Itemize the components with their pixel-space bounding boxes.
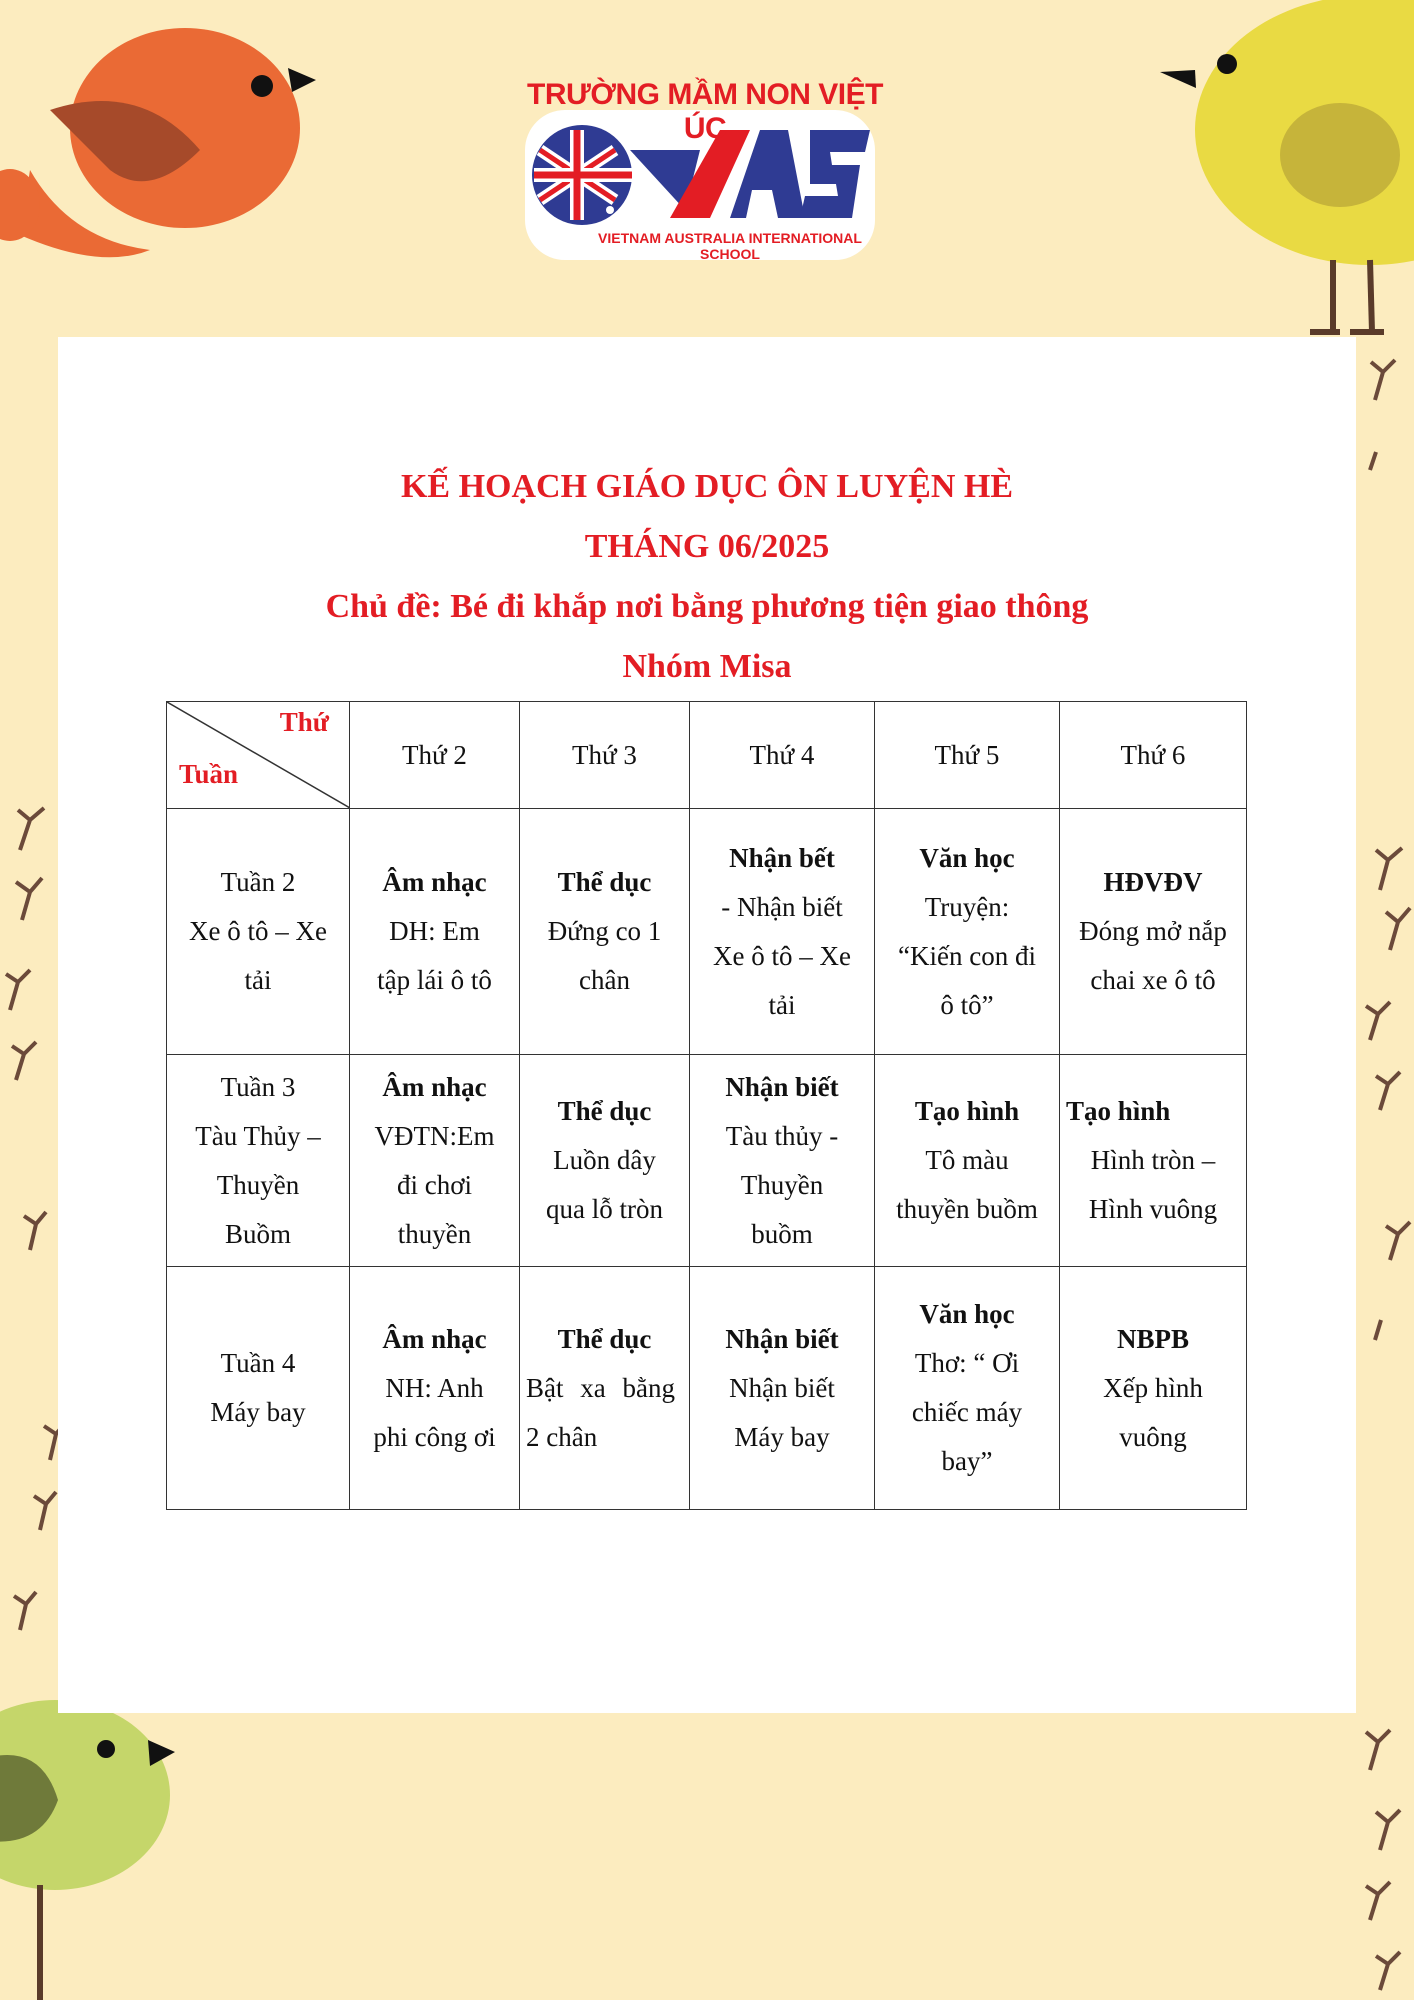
week-topic-line: Tàu Thủy – [195,1120,321,1151]
activity-line: Bật xa bằng [526,1372,675,1403]
activity-line: Thuyền [740,1169,824,1200]
week-topic-line: Xe ô tô – Xe [189,916,327,946]
week-topic-line: Máy bay [210,1397,306,1427]
activity-line: chân [579,965,630,995]
activity-cell [520,809,690,1055]
activity-line: buồm [751,1218,813,1249]
activity-cell [350,809,520,1055]
title-block [58,457,1356,697]
activity-line: chai xe ô tô [1090,965,1216,995]
activity-line: Đóng mở nắp [1079,916,1227,946]
green-bird-icon [0,1700,175,2000]
subject-label: Nhận biết [725,1071,839,1102]
activity-line: qua lỗ tròn [546,1194,663,1224]
activity-line: Máy bay [734,1421,830,1452]
subject-label: Âm nhạc [382,867,487,897]
school-logo [520,70,890,270]
subject-label: HĐVĐV [1103,867,1203,897]
day-header-2: Thứ 2 [350,702,520,809]
corner-cell [167,702,350,809]
activity-cell [690,1055,875,1267]
subject-label: Thể dục [557,867,652,897]
activity-line: phi công ơi [373,1421,496,1452]
activity-cell [350,1267,520,1510]
activity-line: Hình tròn – [1090,1145,1216,1175]
table-row [167,1267,1247,1510]
subject-label: NBPB [1116,1323,1189,1354]
corner-week-label: Tuần [179,759,239,789]
activity-line: VĐTN:Em [374,1120,495,1151]
week-cell [167,809,350,1055]
activity-line: - Nhận biết [721,891,843,922]
plan-topic: Chủ đề: Bé đi khắp nơi bằng phương tiện giao thông [325,588,1089,625]
activity-line: thuyền buồm [896,1194,1038,1224]
orange-bird-icon [0,28,316,257]
week-label: Tuần 3 [220,1071,296,1102]
activity-line: NH: Anh [385,1372,484,1403]
activity-line: ô tô” [940,989,994,1020]
day-header-4: Thứ 4 [690,702,875,809]
logo-bottom-text: VIETNAM AUSTRALIA INTERNATIONAL SCHOOL [598,230,862,262]
activity-line: Xếp hình [1103,1372,1203,1403]
logo-top-text: TRƯỜNG MẦM NON VIỆT ÚC [527,78,883,145]
activity-line: DH: Em [389,916,480,946]
activity-line: chiếc máy [911,1397,1023,1427]
activity-cell [690,809,875,1055]
table-row [167,809,1247,1055]
subject-label: Văn học [919,842,1015,873]
day-header-6: Thứ 6 [1060,702,1247,809]
activity-line: tải [768,989,796,1020]
activity-cell [690,1267,875,1510]
subject-label: Thể dục [557,1096,652,1126]
activity-line: Nhận biết [729,1372,835,1403]
day-header-5: Thứ 5 [875,702,1060,809]
activity-line: Hình vuông [1088,1194,1218,1224]
activity-line: Tàu thủy - [725,1120,839,1151]
activity-cell [1060,809,1247,1055]
subject-label: Thể dục [557,1323,652,1354]
activity-cell [520,1267,690,1510]
activity-cell [1060,1267,1247,1510]
subject-label: Tạo hình [914,1096,1020,1126]
plan-sheet [58,337,1356,1713]
activity-cell [875,809,1060,1055]
activity-line: đi chơi [396,1169,472,1200]
week-cell [167,1055,350,1267]
subject-label: Âm nhạc [382,1071,487,1102]
schedule-table [166,701,1247,1510]
plan-title: KẾ HOẠCH GIÁO DỤC ÔN LUYỆN HÈ [400,468,1014,505]
activity-cell [1060,1055,1247,1267]
activity-line: Xe ô tô – Xe [713,940,851,971]
twig-icon [1366,360,1410,1990]
activity-line: Đứng co 1 [547,916,662,946]
header-row [167,702,1247,809]
plan-month: THÁNG 06/2025 [584,528,830,565]
activity-line: vuông [1119,1421,1187,1452]
day-header-3: Thứ 3 [520,702,690,809]
week-topic-line: tải [244,965,272,995]
week-topic-line: Thuyền [216,1169,300,1200]
activity-line: tập lái ô tô [377,965,492,995]
activity-cell [350,1055,520,1267]
table-row [167,1055,1247,1267]
week-label: Tuần 4 [220,1348,296,1378]
week-label: Tuần 2 [220,867,296,897]
activity-line: “Kiến con đi [898,940,1036,971]
activity-line: Truyện: [924,891,1010,922]
activity-cell [875,1055,1060,1267]
activity-cell [875,1267,1060,1510]
plan-group: Nhóm Misa [622,648,792,685]
activity-line: Luồn dây [553,1145,656,1175]
week-cell [167,1267,350,1510]
activity-line: Tô màu [925,1145,1009,1175]
corner-day-label: Thứ [279,707,329,737]
activity-cell [520,1055,690,1267]
yellow-bird-icon [1160,0,1414,332]
activity-line: Thơ: “ Ơi [914,1348,1020,1378]
subject-label: Tạo hình [1066,1096,1171,1126]
activity-line: thuyền [397,1218,472,1249]
subject-label: Nhận biết [725,1323,839,1354]
twig-icon [6,808,66,1630]
activity-line: bay” [941,1446,993,1476]
subject-label: Văn học [919,1299,1015,1329]
week-topic-line: Buồm [224,1218,291,1249]
subject-label: Nhận bết [729,842,835,873]
activity-line: 2 chân [526,1421,598,1452]
subject-label: Âm nhạc [382,1323,487,1354]
